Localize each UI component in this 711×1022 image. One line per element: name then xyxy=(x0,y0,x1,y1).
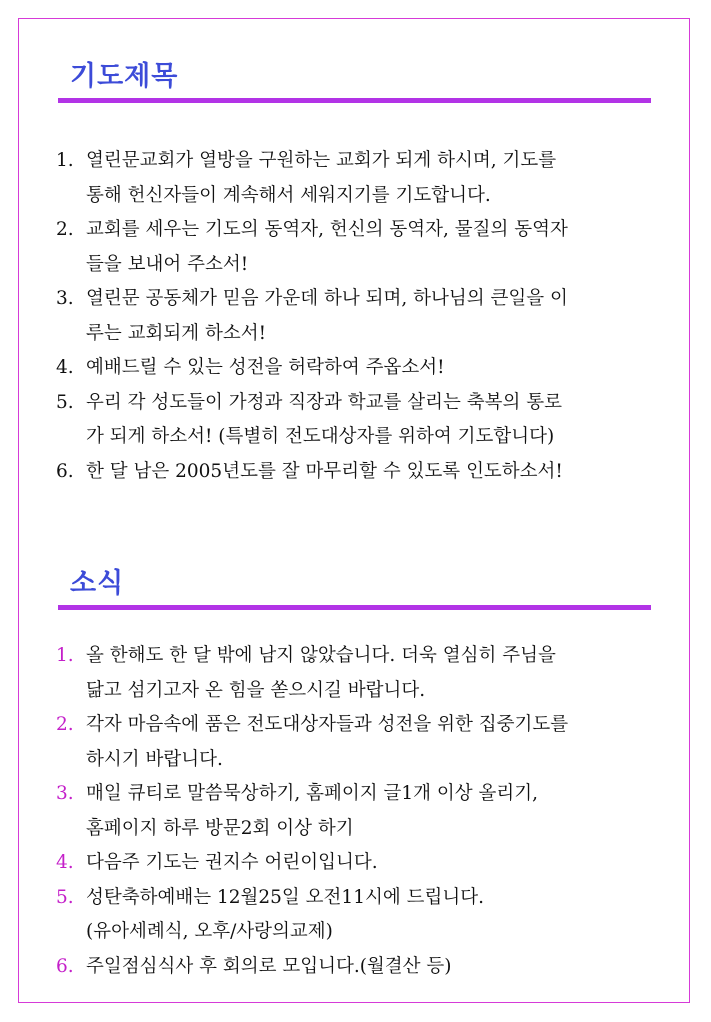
prayer-item-number: 2. xyxy=(56,219,74,240)
news-item-number: 5. xyxy=(56,886,74,908)
news-item-number: 6. xyxy=(56,955,74,977)
news-item-text: 다음주 기도는 권지수 어린이입니다. xyxy=(86,852,378,873)
prayer-item-number: 6. xyxy=(56,460,74,482)
prayer-item-text: 통해 헌신자들이 계속해서 세워지기를 기도합니다. xyxy=(86,184,491,206)
prayer-section-rule xyxy=(58,98,651,103)
news-item-text: (유아세례식, 오후/사랑의교제) xyxy=(86,921,333,942)
prayer-item-number: 4. xyxy=(56,357,74,378)
prayer-item-3 xyxy=(56,282,656,351)
news-item-4 xyxy=(56,846,656,881)
prayer-item-text: 예배드릴 수 있는 성전을 허락하여 주옵소서! xyxy=(86,357,445,378)
prayer-item-text: 들을 보내어 주소서! xyxy=(86,253,249,275)
news-item-number: 1. xyxy=(56,645,74,666)
prayer-item-text: 열린문교회가 열방을 구원하는 교회가 되게 하시며, 기도를 xyxy=(86,150,557,171)
prayer-section-title: 기도제목 xyxy=(70,61,179,92)
news-section-rule xyxy=(58,605,651,610)
prayer-item-5 xyxy=(56,386,656,455)
prayer-item-text: 교회를 세우는 기도의 동역자, 헌신의 동역자, 물질의 동역자 xyxy=(86,219,568,240)
news-item-6 xyxy=(56,950,656,985)
news-item-text: 하시기 바랍니다. xyxy=(86,748,223,770)
prayer-item-text: 우리 각 성도들이 가정과 직장과 학교를 살리는 축복의 통로 xyxy=(86,391,562,413)
prayer-item-text: 가 되게 하소서! (특별히 전도대상자를 위하여 기도합니다) xyxy=(86,426,555,447)
news-item-text: 닮고 섬기고자 온 힘을 쏟으시길 바랍니다. xyxy=(86,679,426,701)
news-item-3 xyxy=(56,777,656,846)
news-section-title: 소식 xyxy=(70,568,125,599)
prayer-item-number: 5. xyxy=(56,391,74,413)
prayer-item-4 xyxy=(56,351,656,386)
news-item-text: 각자 마음속에 품은 전도대상자들과 성전을 위한 집중기도를 xyxy=(86,714,569,735)
news-item-5 xyxy=(56,881,656,950)
news-item-text: 홈페이지 하루 방문2회 이상 하기 xyxy=(86,817,354,839)
news-item-text: 성탄축하예배는 12월25일 오전11시에 드립니다. xyxy=(86,886,484,908)
news-list xyxy=(56,639,656,984)
prayer-item-text: 열린문 공동체가 믿음 가운데 하나 되며, 하나님의 큰일을 이 xyxy=(86,288,568,309)
news-item-text: 올 한해도 한 달 밖에 남지 않았습니다. 더욱 열심히 주님을 xyxy=(86,645,556,666)
prayer-item-number: 1. xyxy=(56,150,74,171)
news-item-text: 매일 큐티로 말씀묵상하기, 홈페이지 글1개 이상 올리기, xyxy=(86,783,538,804)
prayer-item-2 xyxy=(56,213,656,282)
news-item-text: 주일점심식사 후 회의로 모입니다.(월결산 등) xyxy=(86,955,452,977)
prayer-item-6 xyxy=(56,455,656,490)
news-item-number: 2. xyxy=(56,714,74,735)
news-item-number: 3. xyxy=(56,783,74,804)
prayer-list xyxy=(56,144,656,489)
prayer-item-text: 루는 교회되게 하소서! xyxy=(86,322,267,344)
prayer-item-number: 3. xyxy=(56,288,74,309)
news-item-2 xyxy=(56,708,656,777)
prayer-item-text: 한 달 남은 2005년도를 잘 마무리할 수 있도록 인도하소서! xyxy=(86,460,563,482)
news-item-1 xyxy=(56,639,656,708)
news-item-number: 4. xyxy=(56,852,74,873)
prayer-item-1 xyxy=(56,144,656,213)
